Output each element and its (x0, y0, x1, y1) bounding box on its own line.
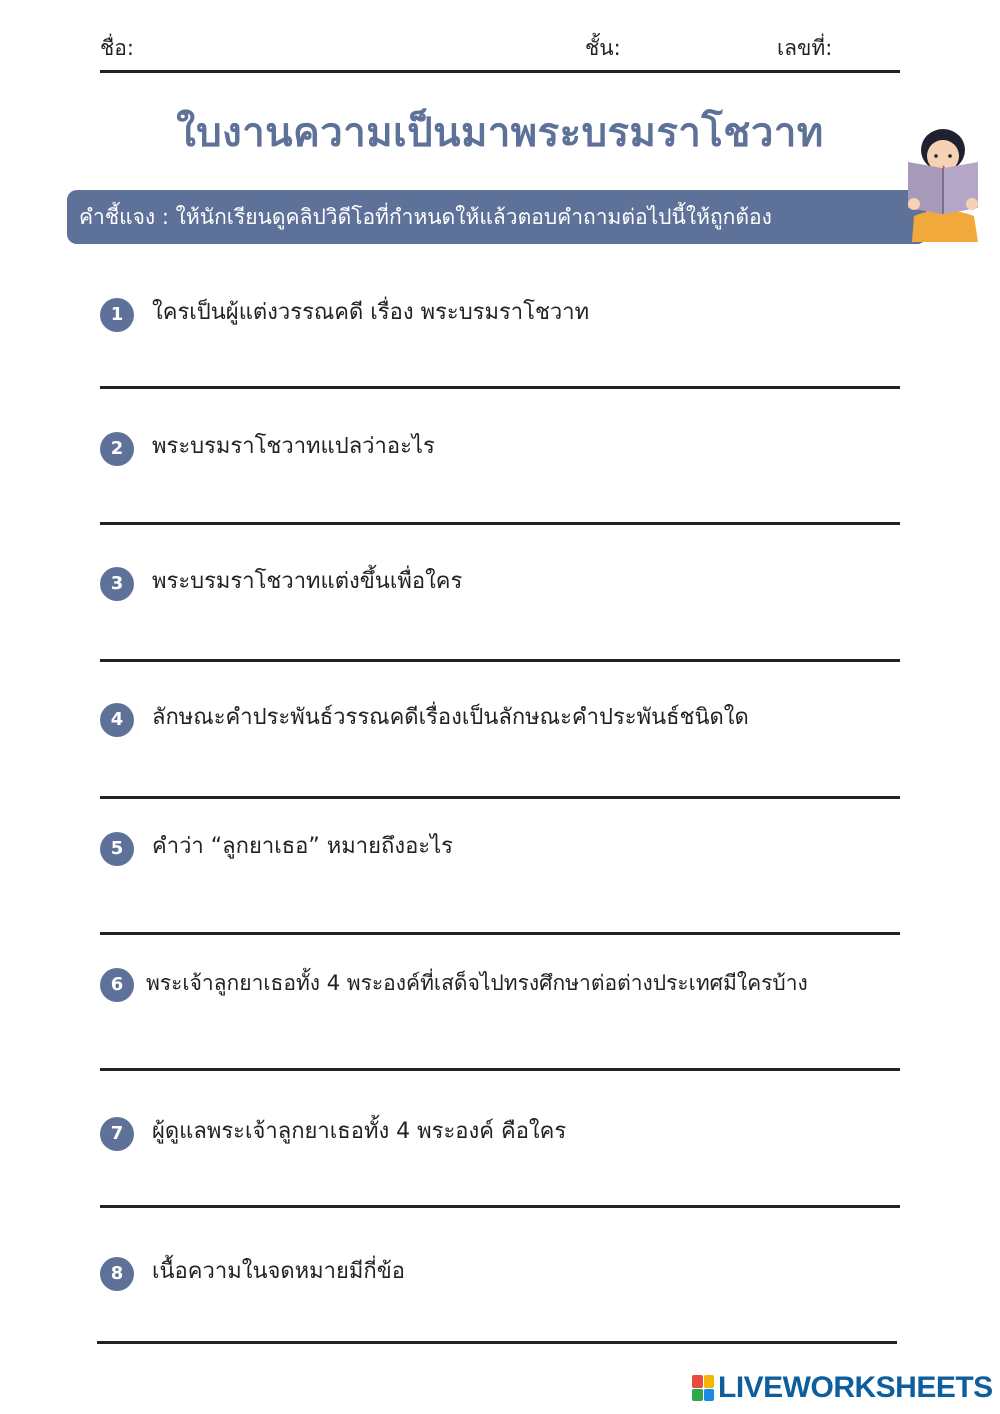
name-input[interactable] (140, 30, 570, 66)
question-text: พระบรมราโชวาทแปลว่าอะไร (152, 434, 435, 459)
answer-line-3[interactable] (100, 659, 900, 662)
worksheet-title: ใบงานความเป็นมาพระบรมราโชวาท (176, 110, 824, 156)
reading-person-illustration (902, 124, 984, 242)
answer-line-2[interactable] (100, 522, 900, 525)
question-3 (100, 567, 990, 607)
question-number: 4 (100, 703, 134, 737)
question-2 (100, 432, 990, 472)
question-4 (100, 703, 990, 743)
question-number: 3 (100, 567, 134, 601)
liveworksheets-logo (692, 1370, 993, 1406)
instructions-banner: คำชี้แจง : ให้นักเรียนดูคลิปวิดีโอที่กำหนดให้แล้วตอบคำถามต่อไปนี้ให้ถูกต้อง (67, 190, 927, 244)
question-number: 1 (100, 298, 134, 332)
number-label: เลขที่: (777, 36, 833, 60)
question-5 (100, 832, 990, 872)
question-number: 6 (100, 968, 134, 1002)
class-input[interactable] (630, 30, 770, 66)
question-text: เนื้อความในจดหมายมีกี่ข้อ (152, 1259, 405, 1284)
question-text: คำว่า “ลูกยาเธอ” หมายถึงอะไร (152, 834, 453, 859)
question-text: ใครเป็นผู้แต่งวรรณคดี เรื่อง พระบรมราโชวาท (152, 300, 590, 325)
brand-name: LIVEWORKSHEETS (718, 1371, 993, 1404)
question-8 (100, 1257, 990, 1297)
question-7 (100, 1117, 990, 1157)
number-input[interactable] (840, 30, 900, 66)
question-text: ลักษณะคำประพันธ์วรรณคดีเรื่องเป็นลักษณะคำประพันธ์ชนิดใด (152, 705, 749, 730)
question-number: 7 (100, 1117, 134, 1151)
answer-line-1[interactable] (100, 386, 900, 389)
question-1 (100, 298, 990, 338)
question-text: ผู้ดูแลพระเจ้าลูกยาเธอทั้ง 4 พระองค์ คือใคร (152, 1119, 567, 1144)
question-6 (100, 968, 990, 1008)
question-number: 2 (100, 432, 134, 466)
name-label: ชื่อ: (100, 36, 134, 60)
question-text: พระบรมราโชวาทแต่งขึ้นเพื่อใคร (152, 569, 463, 594)
question-number: 8 (100, 1257, 134, 1291)
class-label: ชั้น: (585, 36, 621, 60)
answer-line-5[interactable] (100, 932, 900, 935)
answer-line-7[interactable] (100, 1205, 900, 1208)
liveworksheets-icon (692, 1375, 714, 1401)
answer-line-6[interactable] (100, 1068, 900, 1071)
header-divider (100, 70, 900, 73)
question-text: พระเจ้าลูกยาเธอทั้ง 4 พระองค์ที่เสด็จไปทรงศึกษาต่อต่างประเทศมีใครบ้าง (146, 971, 808, 995)
answer-line-4[interactable] (100, 796, 900, 799)
answer-line-8[interactable] (97, 1341, 897, 1344)
question-number: 5 (100, 832, 134, 866)
